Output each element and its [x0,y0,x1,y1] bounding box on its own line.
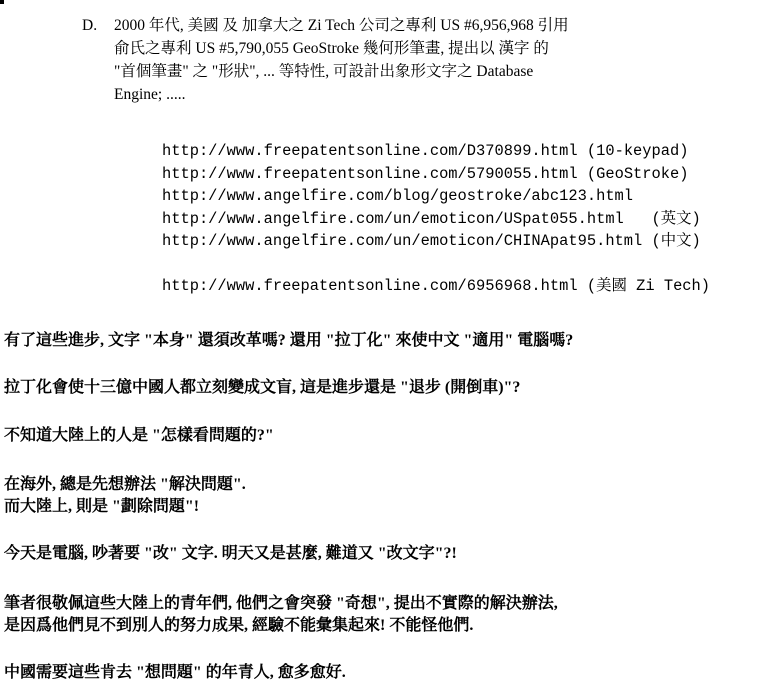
item-d-line-1: D. 2000 年代, 美國 及 加拿大之 Zi Tech 公司之專利 US #6,956,968 引用 [82,14,762,37]
link-url[interactable]: http://www.angelfire.com/un/emoticon/USpat055.html [162,209,624,228]
link-note: (GeoStroke) [586,164,689,183]
list-item[interactable] [162,163,710,186]
item-d-line-3: "首個筆畫" 之 "形狀", ... 等特性, 可設計出象形文字之 Database [114,63,534,80]
corner-mark [0,0,4,4]
list-item[interactable] [162,140,710,163]
list-item[interactable] [162,185,710,208]
link-url[interactable]: http://www.freepatentsonline.com/6956968.html [162,276,578,295]
link-url[interactable]: http://www.freepatentsonline.com/D370899.html [162,142,578,160]
paragraph-5: 今天是電腦, 吵著要 "改" 文字. 明天又是甚麼, 難道又 "改文字"?! [4,545,457,562]
link-url[interactable]: http://www.angelfire.com/un/emoticon/CHINApat95.html [162,232,643,250]
paragraph-6: 筆者很敬佩這些大陸上的青年們, 他們之會突發 "奇想", 提出不實際的解決辦法, 是因爲他們見不到別人的努力成果, 經驗不能彙集起來! 不能怪他們. [4,595,558,634]
link-note: (美國 Zi Tech) [586,276,711,295]
paragraph-1: 有了這些進步, 文字 "本身" 還須改革嗎? 還用 "拉丁化" 來使中文 "適用" 電腦嗎? [4,332,574,349]
link-note: (10-keypad) [586,142,689,160]
paragraph-3: 不知道大陸上的人是 "怎樣看問題的?" [4,427,274,444]
link-note: (中文) [651,232,701,250]
item-d-line-4: Engine; ..... [114,86,186,103]
link-list [162,140,710,297]
paragraph-4: 在海外, 總是先想辦法 "解決問題". 而大陸上, 則是 "劃除問題"! [4,476,246,515]
item-marker: D. [82,17,98,34]
link-url[interactable]: http://www.freepatentsonline.com/5790055.html [162,164,578,183]
paragraph-7: 中國需要這些肯去 "想問題" 的年青人, 愈多愈好. [4,664,346,681]
link-note: (英文) [633,209,701,228]
list-gap [162,253,710,275]
item-d [82,14,762,106]
list-item[interactable] [162,230,710,253]
paragraph-2: 拉丁化會使十三億中國人都立刻變成文盲, 這是進步還是 "退步 (開倒車)"? [4,379,521,396]
list-item[interactable] [162,275,710,298]
link-url[interactable]: http://www.angelfire.com/blog/geostroke/abc123.html [162,187,634,205]
item-d-line-2: 俞氏之專利 US #5,790,055 GeoStroke 幾何形筆畫, 提出以 漢字 的 [114,40,549,57]
list-item[interactable] [162,208,710,231]
